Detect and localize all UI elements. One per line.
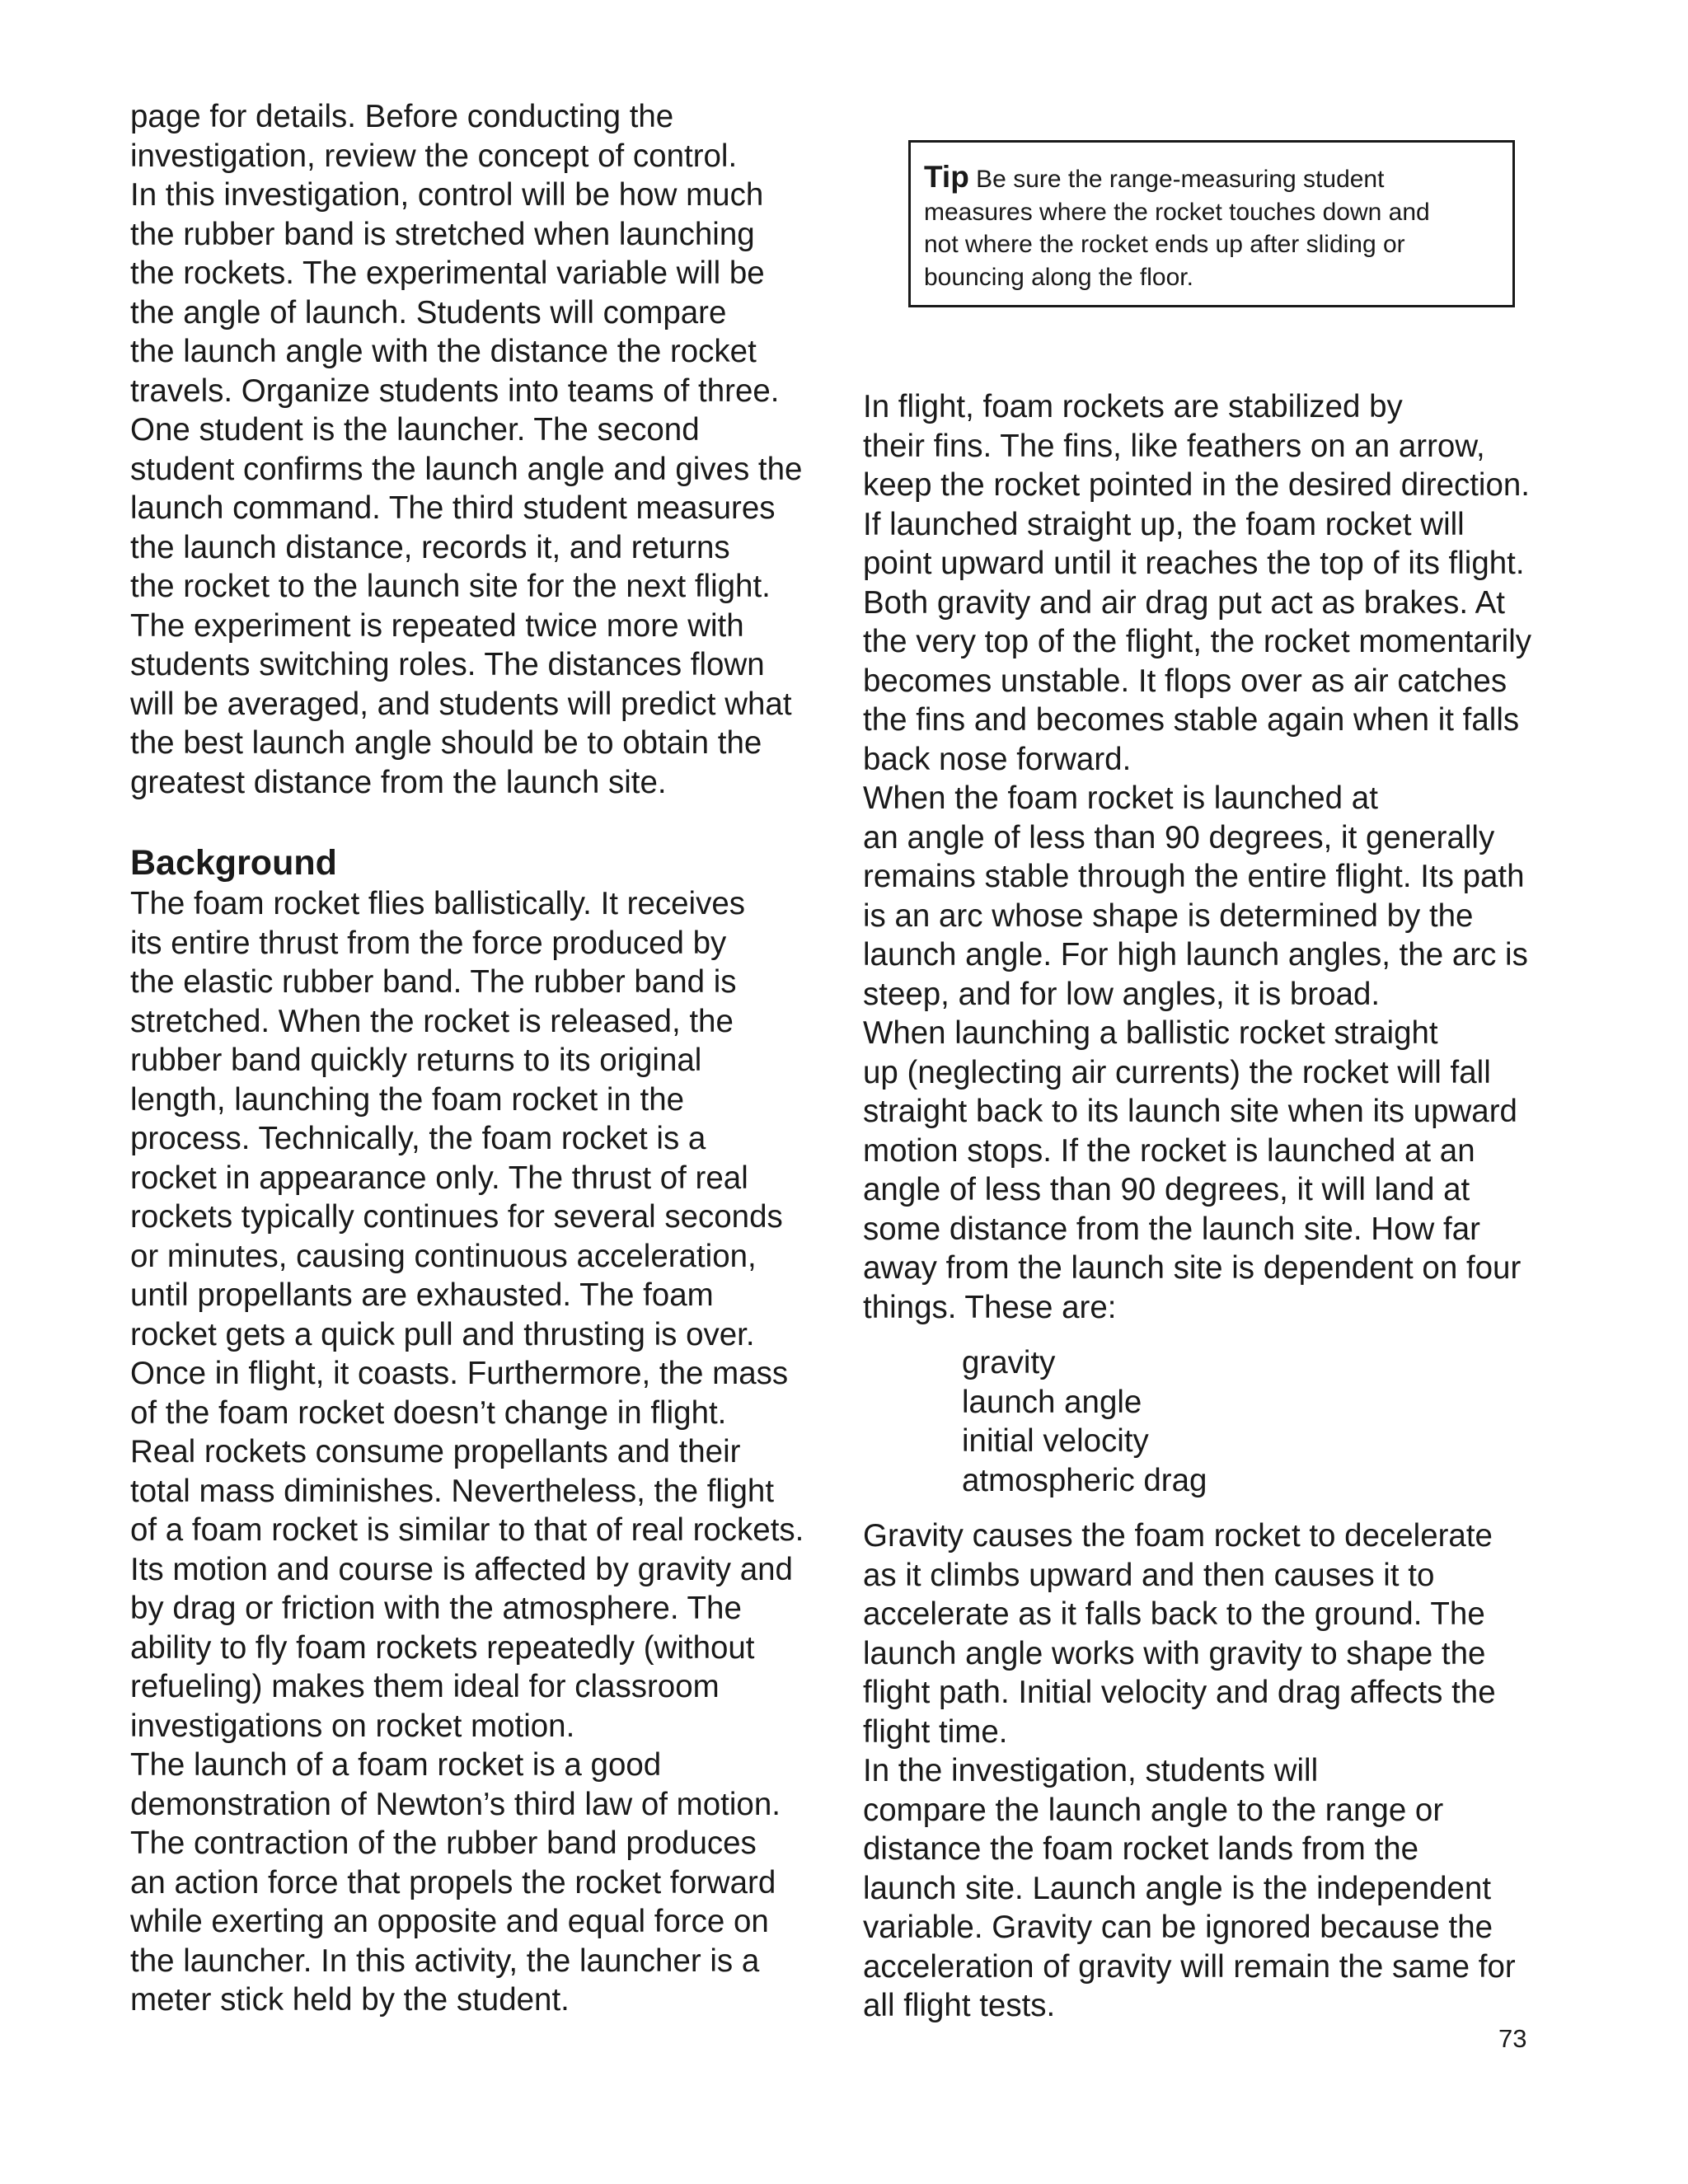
tip-text: Be sure the range-measuring student measures where the rocket touches down and not where the rocket ends up after sliding or bouncing along the floor.	[924, 166, 1430, 291]
ballistic-paragraph: When launching a ballistic rocket straight up (neglecting air currents) the rocket will fall straight back to its launch site when its upward motion stops. If the rocket is launched at an angle of less than 90 degrees, it will land at some distance from the launch site. How far away from the launch site is dependent on four things. These are:	[863, 1015, 1522, 1325]
tip-label: Tip	[924, 160, 969, 194]
spacer	[130, 802, 847, 841]
background-paragraph-1: The foam rocket flies ballistically. It receives its entire thrust from the force produced by the elastic rubber band. The rubber band is stretched. When the rocket is released, the rubber band quickly returns to its original length, launching the foam rocket in the process. Technically, the foam rocket is a rocket in appearance only. The thrust of real rockets typically continues for several seconds or minutes, causing continuous acceleration, until propellants are exhausted. The foam rocket gets a quick pull and thrusting is over. Once in flight, it coasts. Furthermore, the mass of the foam rocket doesn’t change in flight. Real rockets consume propellants and their total mass diminishes. Nevertheless, the flight of a foam rocket is similar to that of real rockets. Its motion and course is affected by gravity and by drag or friction with the atmosphere. The ability to fly foam rockets repeatedly (without refueling) makes them ideal for classroom investigations on rocket motion.	[130, 886, 804, 1744]
left-column	[130, 97, 847, 2020]
intro-paragraph: page for details. Before conducting the investigation, review the concept of control. In this investigation, control will be how much the rubber band is stretched when launching the rockets. The experimental variable will be the angle of launch. Students will compare the launch angle with the distance the rocket travels. Organize students into teams of three. One student is the launcher. The second student confirms the launch angle and gives the launch command. The third student measures the launch distance, records it, and returns the rocket to the launch site for the next flight. The experiment is repeated twice more with students switching roles. The distances flown will be averaged, and students will predict what the best launch angle should be to obtain the greatest distance from the launch site.	[130, 99, 803, 800]
gravity-paragraph: Gravity causes the foam rocket to decelerate as it climbs upward and then causes it to accelerate as it falls back to the ground. The launch angle works with gravity to shape the flight path. Initial velocity and drag affects the flight time.	[863, 1518, 1496, 1750]
list-item: launch angle	[962, 1384, 1142, 1420]
list-item: initial velocity	[962, 1423, 1149, 1459]
launch-angle-paragraph: When the foam rocket is launched at an angle of less than 90 degrees, it generally remains stable through the entire flight. Its path is an arc whose shape is determined by the launch angle. For high launch angles, the arc is steep, and for low angles, it is broad.	[863, 780, 1528, 1012]
right-column	[863, 387, 1580, 2026]
page-number: 73	[1498, 2024, 1527, 2053]
factors-list	[863, 1343, 1580, 1500]
list-item: gravity	[962, 1345, 1056, 1380]
background-heading: Background	[130, 843, 337, 883]
tip-box	[908, 140, 1515, 307]
stability-paragraph: In flight, foam rockets are stabilized by their fins. The fins, like feathers on an arrow, keep the rocket pointed in the desired direction. If launched straight up, the foam rocket will point upward until it reaches the top of its flight. Both gravity and air drag put act as brakes. At the very top of the flight, the rocket momentarily becomes unstable. It flops over as air catches the fins and becomes stable again when it falls back nose forward.	[863, 389, 1532, 777]
background-paragraph-2: The launch of a foam rocket is a good demonstration of Newton’s third law of motion. The contraction of the rubber band produces an action force that propels the rocket forward while exerting an opposite and equal force on the launcher. In this activity, the launcher is a meter stick held by the student.	[130, 1747, 781, 2018]
list-item: atmospheric drag	[962, 1462, 1207, 1498]
investigation-paragraph: In the investigation, students will compare the launch angle to the range or distance the foam rocket lands from the launch site. Launch angle is the independent variable. Gravity can be ignored because the acceleration of gravity will remain the same for all flight tests.	[863, 1753, 1516, 2023]
